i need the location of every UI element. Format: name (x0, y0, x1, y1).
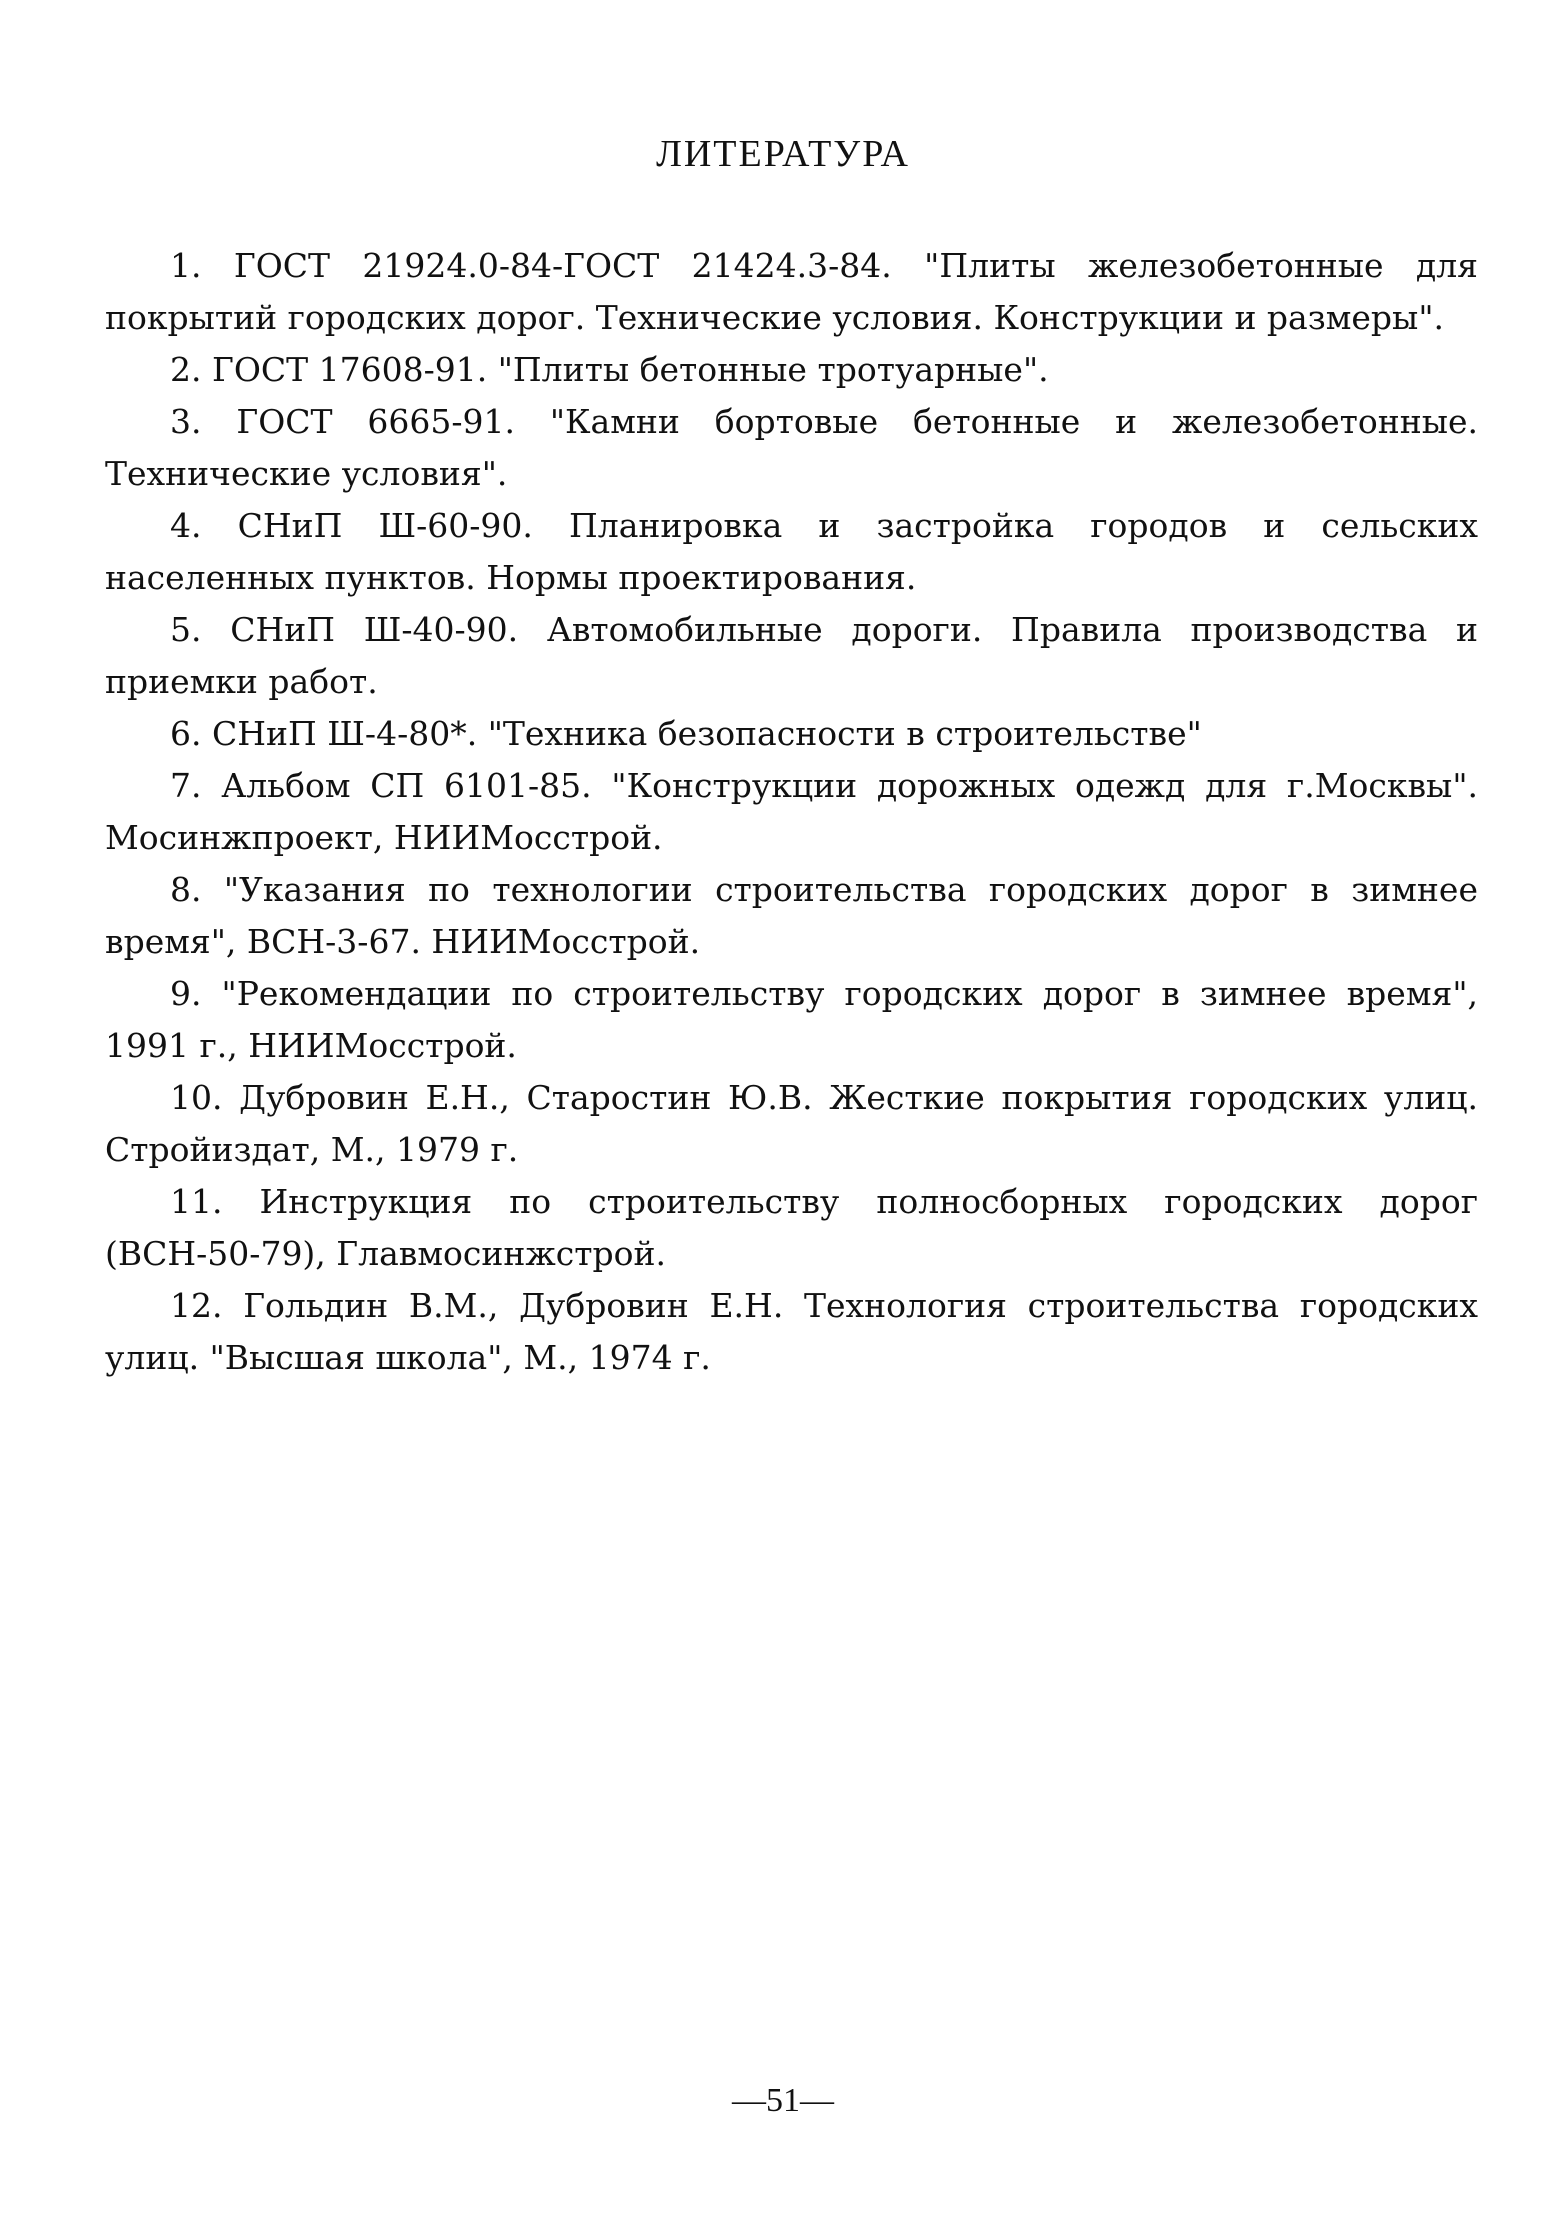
reference-item: 9. "Рекомендации по строительству городских дорог в зимнее время", 1991 г., НИИМосстрой. (105, 974, 1478, 1065)
page-title: ЛИТЕРАТУРА (656, 133, 910, 175)
reference-item: 1. ГОСТ 21924.0-84-ГОСТ 21424.3-84. "Плиты железобетонные для покрытий городских дорог. Технические условия. Конструкции и размеры". (105, 246, 1478, 337)
reference-item: 3. ГОСТ 6665-91. "Камни бортовые бетонные и железобетонные. Технические условия". (105, 402, 1478, 493)
reference-item: 11. Инструкция по строительству полносборных городских дорог (ВСН-50-79), Главмосинжстрой. (105, 1182, 1478, 1273)
reference-list (105, 240, 1478, 1384)
reference-item: 7. Альбом СП 6101-85. "Конструкции дорожных одежд для г.Москвы". Мосинжпроект, НИИМосстрой. (105, 766, 1478, 857)
page-number: —51— (732, 2082, 834, 2119)
reference-item: 8. "Указания по технологии строительства городских дорог в зимнее время", ВСН-3-67. НИИМосстрой. (105, 870, 1478, 961)
reference-item: 5. СНиП Ш-40-90. Автомобильные дороги. Правила производства и приемки работ. (105, 610, 1478, 701)
reference-item: 12. Гольдин В.М., Дубровин Е.Н. Технология строительства городских улиц. "Высшая школа", М., 1974 г. (105, 1286, 1478, 1377)
reference-item: 6. СНиП Ш-4-80*. "Техника безопасности в строительстве" (170, 714, 1202, 753)
reference-item: 4. СНиП Ш-60-90. Планировка и застройка городов и сельских населенных пунктов. Нормы проектирования. (105, 506, 1478, 597)
reference-item: 2. ГОСТ 17608-91. "Плиты бетонные тротуарные". (170, 350, 1049, 389)
reference-item: 10. Дубровин Е.Н., Старостин Ю.В. Жесткие покрытия городских улиц. Стройиздат, М., 1979 г. (105, 1078, 1478, 1169)
